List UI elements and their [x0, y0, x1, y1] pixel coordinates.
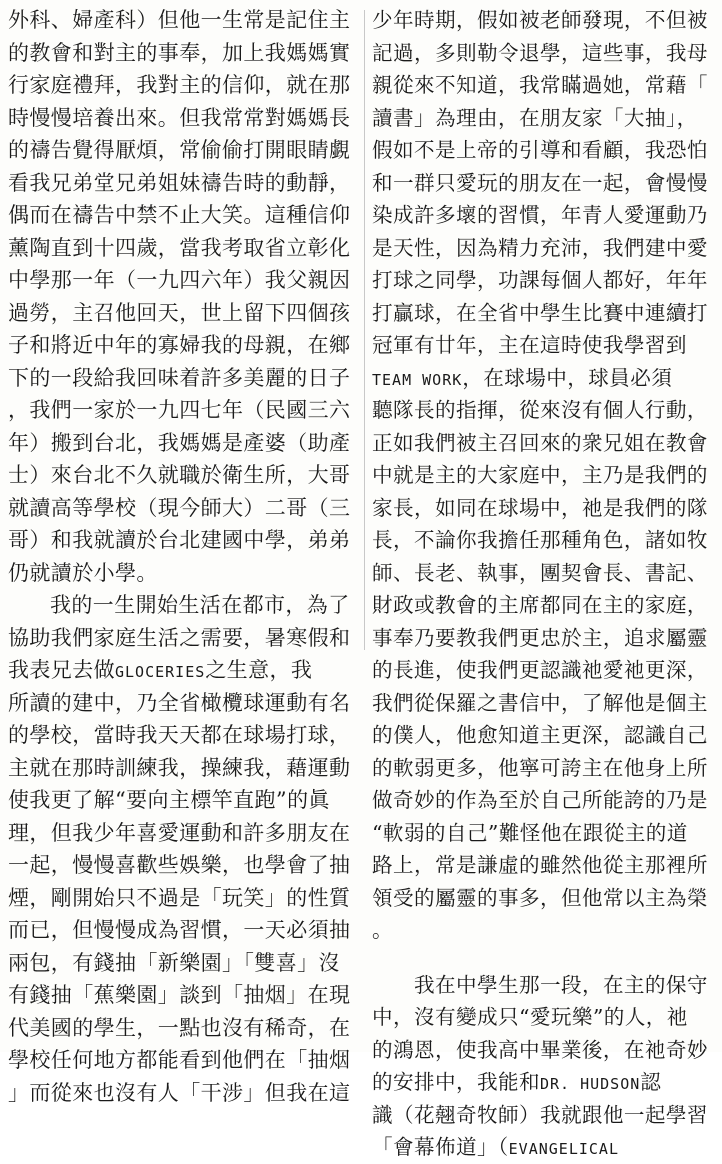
text-line: 兩包，有錢抽「新樂園」「雙喜」沒: [8, 950, 340, 975]
text-line: 事奉乃要教我們更忠於主，追求屬靈: [372, 625, 708, 650]
text-line: 理，但我少年喜愛運動和許多朋友在: [8, 820, 351, 845]
text-line: 記過，多則勒令退學，這些事，我母: [372, 40, 708, 65]
text-line: 聽隊長的指揮，從來沒有個人行動，: [372, 398, 708, 422]
right-column: [372, 4, 718, 1164]
text-line: 中就是主的大家庭中，主乃是我們的: [372, 463, 708, 487]
paragraph-gap: [372, 947, 718, 969]
text-segment: 我表兄去做: [8, 658, 115, 682]
text-line: [8, 654, 360, 687]
text-line: 看我兄弟堂兄弟姐妹禱告時的動靜，: [8, 170, 351, 195]
text-line: 士）來台北不久就職於衛生所，大哥: [8, 463, 351, 487]
text-line: 仍就讀於小學。: [8, 560, 158, 585]
text-line: 做奇妙的作為至於自己所能誇的乃是: [372, 788, 708, 812]
text-line: 使我更了解“要向主標竿直跑”的眞: [8, 788, 330, 812]
text-line: [372, 1066, 718, 1099]
text-line: 所讀的建中，乃全省橄欖球運動有名: [8, 690, 351, 715]
text-line: 學校任何地方都能看到他們在「抽烟: [8, 1048, 351, 1072]
text-line: 偶而在禱告中禁不止大笑。這種信仰: [8, 203, 351, 227]
text-line: [372, 1131, 718, 1164]
text-line: 財政或教會的主席都同在主的家庭，: [372, 593, 708, 617]
text-line: ，我們一家於一九四七年（民國三六: [8, 398, 351, 422]
latin-term: EVANGELICAL: [508, 1140, 619, 1158]
text-line: 子和將近中年的寡婦我的母親，在鄉: [8, 333, 351, 357]
text-line: 冠軍有廿年，主在這時使我學習到: [372, 333, 687, 357]
text-line: [372, 362, 718, 395]
paragraph-start-line: 我在中學生那一段，在主的保守: [414, 972, 708, 997]
text-line: 領受的屬靈的事多，但他常以主為榮: [372, 885, 708, 910]
left-column: [8, 4, 360, 1109]
text-line: 的學校，當時我天天都在球場打球，: [8, 723, 351, 747]
text-line: 中，沒有變成只“愛玩樂”的人，祂: [372, 1005, 688, 1029]
text-line: 家長，如同在球場中，祂是我們的隊: [372, 495, 708, 520]
latin-term: TEAM WORK: [372, 370, 463, 389]
latin-term: DR. HUDSON: [539, 1075, 641, 1093]
text-line: 煙，剛開始只不過是「玩笑」的性質: [8, 885, 351, 910]
text-segment: 「會幕佈道」（: [372, 1135, 509, 1159]
text-line: 染成許多壞的習慣，年青人愛運動乃: [372, 203, 708, 227]
text-line: 行家庭禮拜，我對主的信仰，就在那: [8, 73, 351, 97]
text-line: 外科、婦產科）但他一生常是記住主: [8, 8, 351, 32]
text-line: 和一群只愛玩的朋友在一起，會慢慢: [372, 170, 708, 195]
text-line: 的教會和對主的事奉，加上我媽媽實: [8, 40, 351, 65]
text-line: 打贏球，在全省中學生比賽中連續打: [372, 300, 708, 325]
text-line: 協助我們家庭生活之需要，暑寒假和: [8, 625, 351, 650]
text-line: 一起，慢慢喜歡些娛樂，也學會了抽: [8, 853, 351, 877]
text-line: 長，不論你我擔任那種角色，諸如牧: [372, 528, 708, 552]
latin-term: GLOCERIES: [115, 663, 206, 681]
text-segment: 認: [640, 1070, 662, 1094]
text-line: 過勞，主召他回天，世上留下四個孩: [8, 300, 351, 325]
text-line: 少年時期，假如被老師發現，不但被: [372, 8, 708, 32]
text-line: 有錢抽「蕉樂園」談到「抽烟」在現: [8, 983, 351, 1007]
column-divider: [364, 10, 365, 650]
text-line: 的僕人，他愈知道主更深，認識自己: [372, 723, 708, 747]
text-segment: 的安排中，我能和: [372, 1070, 540, 1094]
text-line: 而已，但慢慢成為習慣，一天必須抽: [8, 918, 351, 942]
text-line: 正如我們被主召回來的衆兄姐在教會: [372, 430, 708, 455]
text-line: 讀書」為理由，在朋友家「大抽」，: [372, 105, 698, 130]
text-line: 打球之同學，功課每個人都好，年年: [372, 268, 708, 292]
text-line: 。: [372, 918, 393, 942]
text-line: 識（花翹奇牧師）我就跟他一起學習: [372, 1102, 708, 1127]
text-line: “軟弱的自己”難怪他在跟從主的道: [372, 820, 688, 845]
text-line: 的軟弱更多，他寧可誇主在他身上所: [372, 755, 708, 780]
text-segment: ，在球場中，球員必須: [462, 365, 673, 390]
text-line: 是天性，因為精力充沛，我們建中愛: [372, 235, 708, 260]
text-line: 時慢慢培養出來。但我常常對媽媽長: [8, 105, 351, 130]
text-line: 主就在那時訓練我，操練我，藉運動: [8, 755, 351, 780]
text-line: 的鴻恩，使我高中畢業後，在祂奇妙: [372, 1037, 708, 1062]
text-line: 下的一段給我回味着許多美麗的日子: [8, 365, 351, 390]
text-line: 親從來不知道，我常瞞過她，常藉「: [372, 73, 708, 97]
text-line: 中學那一年（一九四六年）我父親因: [8, 268, 351, 292]
text-line: 就讀高等學校（現今師大）二哥（三: [8, 495, 351, 520]
text-line: 的長進，使我們更認識祂愛祂更深，: [372, 658, 708, 682]
text-line: 路上，常是謙虛的雖然他從主那裡所: [372, 853, 708, 877]
text-line: 的禱告覺得厭煩，常偷偷打開眼睛覷: [8, 138, 351, 162]
text-line: 代美國的學生，一點也沒有稀奇，在: [8, 1015, 351, 1040]
text-line: 師、長老、執事，團契會長、書記、: [372, 560, 708, 585]
text-segment: 之生意，我: [205, 658, 313, 682]
paragraph-start-line: 我的一生開始生活在都市，為了: [50, 593, 350, 617]
text-line: 假如不是上帝的引導和看顧，我恐怕: [372, 138, 708, 162]
text-line: 薰陶直到十四歲，當我考取省立彰化: [8, 235, 351, 260]
text-line: 年）搬到台北，我媽媽是產婆（助產: [8, 430, 351, 455]
text-line: 哥）和我就讀於台北建國中學，弟弟: [8, 528, 351, 552]
text-line: 我們從保羅之書信中，了解他是個主: [372, 690, 708, 715]
text-line: 」而從來也沒有人「干涉」但我在這: [8, 1080, 351, 1105]
